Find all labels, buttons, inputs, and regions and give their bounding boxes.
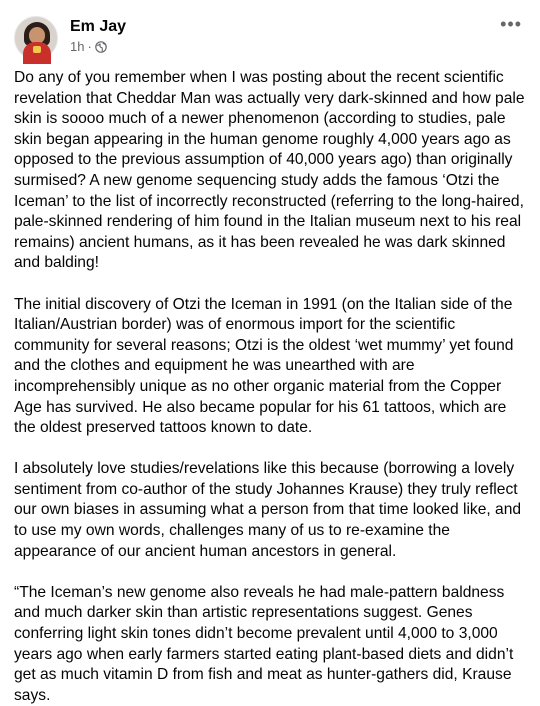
post-header [14,16,526,60]
more-horizontal-icon[interactable]: ••• [500,14,522,34]
post-paragraph: “The Iceman’s new genome also reveals he had male-pattern baldness and much darker skin than artistic representations suggest. Genes conferring light skin tones didn’t become prevalent until 4,000 to 3,000 years ago when early farmers started eating plant-based diets and didn’t get as much vitamin D from fish and meat as hunter-gathers did, Krause says. [14,583,514,704]
author-name[interactable]: Em Jay [70,18,127,35]
meta-separator: · [87,39,92,54]
post-paragraph: Do any of you remember when I was posting about the recent scientific revelation that Cheddar Man was actually very dark-skinned and how pale skin is soooo much of a newer phenomenon (according to studies, pale skin began appearing in the human genome roughly 4,000 years ago as opposed to the previous assumption of 40,000 years ago) than originally surmised? A new genome sequencing study adds the famous ‘Otzi the Iceman’ to the list of incorrectly reconstructed (referring to the long-haired, pale-skinned rendering of him found in the Italian museum next to his real remains) ancient humans, as it has been revealed he was dark skinned and balding! [14,69,525,272]
avatar-shirt-emblem [33,46,41,53]
globe-icon[interactable] [95,41,107,53]
post-timestamp[interactable]: 1h [70,39,85,54]
author-avatar[interactable] [14,16,58,60]
post-meta [70,39,107,54]
post-paragraph: The initial discovery of Otzi the Iceman in 1991 (on the Italian side of the Italian/Austrian border) was of enormous import for the scientific community for several reasons; Otzi is the oldest ‘wet mummy’ yet found and the clothes and equipment he was unearthed with are incomprehensibly unique as no other organic material from the Copper Age has survived. He also became popular for his 61 tattoos, which are the oldest preserved tattoos known to date. [14,295,514,437]
post-paragraph: I absolutely love studies/revelations like this because (borrowing a lovely sentiment from co-author of the study Johannes Krause) they truly reflect our own biases in assuming what a person from that time looked like, and to use my own words, challenges many of us to re-examine the appearance of our ancient human ancestors in general. [14,460,522,560]
post-body [14,68,528,706]
